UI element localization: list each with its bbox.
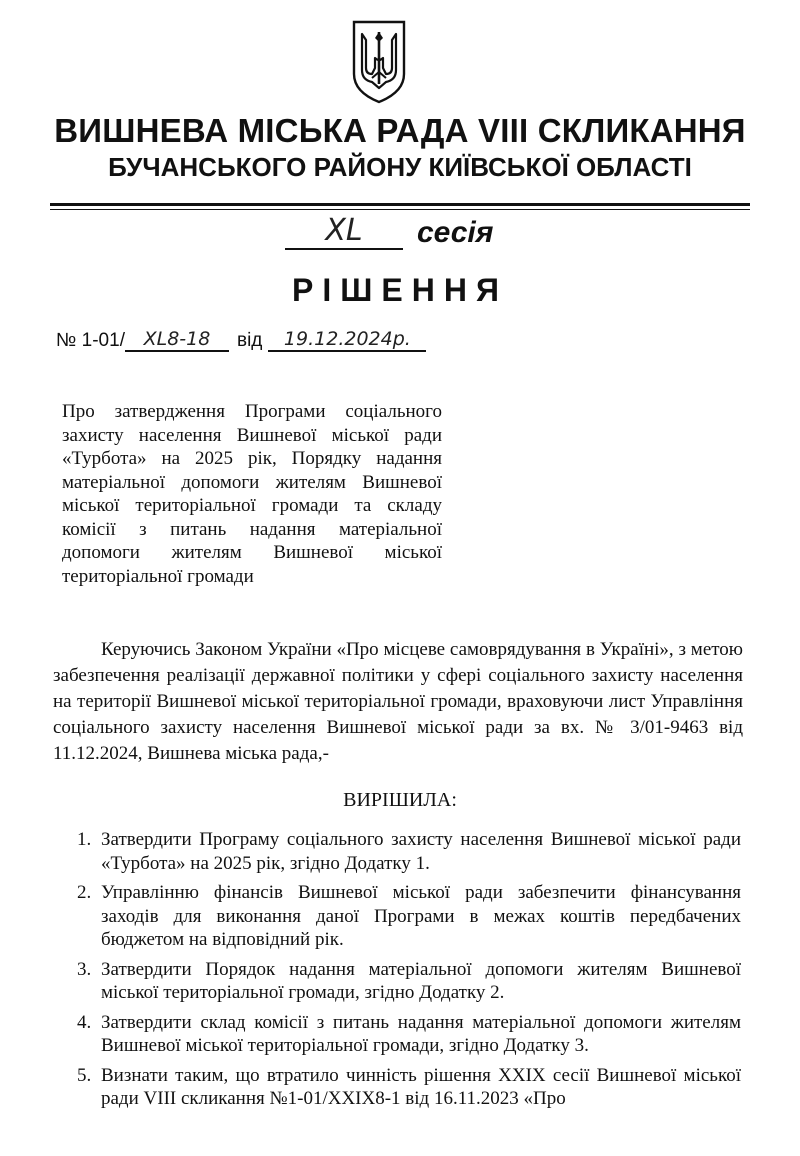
council-district: БУЧАНСЬКОГО РАЙОНУ КИЇВСЬКОЇ ОБЛАСТІ bbox=[108, 152, 692, 182]
item-number: 2. bbox=[77, 882, 92, 903]
list-item bbox=[53, 1011, 741, 1058]
decision-number-prefix: № 1-01/ bbox=[56, 330, 125, 351]
decision-subject: Про затвердження Програми соціального захисту населення Вишневої міської ради «Турбота» на 2025 рік, Порядку надання матеріальної допомоги жителям Вишневої міської територіальної громади та складу комісії з питань надання матеріальної допомоги жителям Вишневої міської територіальної громади bbox=[62, 401, 442, 587]
item-text: Затвердити склад комісії з питань надання матеріальної допомоги жителям Вишневої міської територіальної громади, згідно Додатку 3. bbox=[101, 1011, 741, 1056]
header-divider-thick bbox=[50, 203, 750, 206]
session-label: сесія bbox=[417, 216, 494, 249]
header-divider-thin bbox=[50, 209, 750, 210]
item-number: 4. bbox=[77, 1011, 92, 1033]
item-number: 3. bbox=[77, 958, 92, 980]
list-item bbox=[53, 1064, 741, 1111]
session-number-handwritten: XL bbox=[285, 216, 403, 250]
item-text: Затвердити Програму соціального захисту населення Вишневої міської ради «Турбота» на 2025 рік, згідно Додатку 1. bbox=[101, 829, 741, 874]
decision-from-label: від bbox=[236, 330, 263, 351]
decision-date-handwritten: 19.12.2024р. bbox=[268, 330, 426, 352]
list-item bbox=[53, 881, 741, 952]
decision-number-handwritten: XL8-18 bbox=[125, 330, 229, 352]
item-text: Визнати таким, що втратило чинність рішення XXIX сесії Вишневої міської ради VIII скликання №1-01/XXIX8-1 від 16.11.2023 «Про bbox=[101, 1064, 741, 1109]
decision-number-line bbox=[56, 330, 426, 352]
decision-title: РІШЕННЯ bbox=[292, 272, 508, 308]
list-item bbox=[53, 958, 741, 1005]
list-item bbox=[53, 828, 741, 875]
item-number: 1. bbox=[77, 829, 92, 850]
item-text: Управлінню фінансів Вишневої міської ради забезпечити фінансування заходів для виконання даної Програми в межах коштів передбачених бюджетом на відповідний рік. bbox=[101, 882, 741, 950]
trident-coat-of-arms-icon bbox=[350, 18, 408, 104]
session-line bbox=[285, 213, 494, 250]
resolution-items bbox=[53, 828, 741, 1117]
council-name: ВИШНЕВА МІСЬКА РАДА VIII СКЛИКАННЯ bbox=[54, 112, 746, 149]
decision-preamble: Керуючись Законом України «Про місцеве самоврядування в Україні», з метою забезпечення реалізації державної політики у сфері соціального захисту населення на території Вишневої міської територіальної громади, враховуючи лист Управління соціального захисту населення Вишневої міської ради за вх. № 3/01-9463 від 11.12.2024, Вишнева міська рада,- bbox=[53, 639, 743, 764]
item-text: Затвердити Порядок надання матеріальної допомоги жителям Вишневої міської територіальної громади, згідно Додатку 2. bbox=[101, 958, 741, 1003]
item-number: 5. bbox=[77, 1064, 92, 1086]
resolved-heading: ВИРІШИЛА: bbox=[343, 789, 457, 811]
